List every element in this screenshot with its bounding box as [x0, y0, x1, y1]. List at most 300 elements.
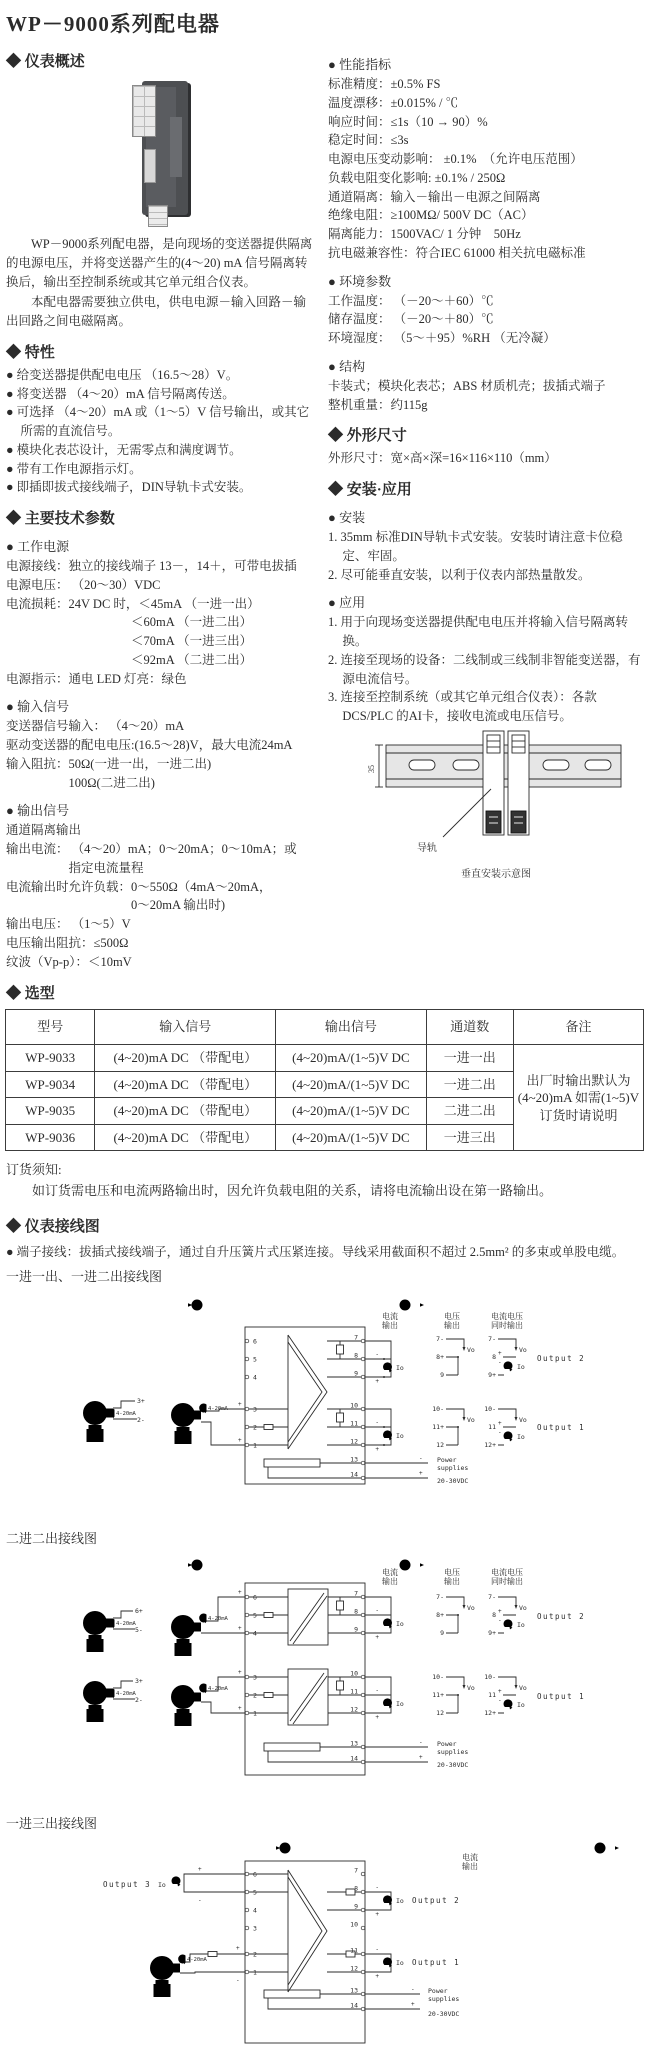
svg-text:同时输出: 同时输出: [491, 1577, 523, 1587]
svg-text:supplies: supplies: [437, 1748, 469, 1757]
two-column-area: [0, 40, 649, 972]
output-lines: [6, 821, 316, 971]
svg-text:5-: 5-: [135, 1626, 143, 1635]
svg-text:3+: 3+: [135, 1677, 143, 1686]
svg-text:电压: 电压: [444, 1312, 460, 1322]
svg-text:9+: 9+: [488, 1371, 496, 1380]
svg-text:+: +: [375, 1714, 379, 1722]
left-column: [6, 40, 316, 972]
svg-text:9: 9: [440, 1371, 444, 1380]
output-cell: (4~20)mA/(1~5)V DC: [276, 1098, 426, 1125]
svg-text:2: 2: [253, 1423, 257, 1432]
svg-text:+: +: [498, 1608, 502, 1616]
svg-text:10-: 10-: [484, 1405, 496, 1414]
dimensions-line: 外形尺寸：宽×高×深=16×116×110（mm）: [328, 451, 557, 466]
module-label-strip: [144, 149, 156, 183]
overview-paragraph-1: WP－9000系列配电器，是向现场的变送器提供隔离的电源电压，并将变送器产生的(4～20) mA 信号隔离转换后，输出至控制系统或其它单元组合仪表。: [6, 237, 313, 289]
diagram1-label: 一进一出、一进二出接线图: [6, 1269, 163, 1285]
svg-text:14: 14: [350, 1470, 358, 1479]
svg-text:+: +: [198, 1866, 202, 1874]
transmitter-1: [150, 1945, 245, 1997]
text-line: 响应时间：≤1s（10 → 90）%: [328, 114, 488, 129]
voltage-output-group-top: [436, 1593, 475, 1637]
voltage-output-group-bottom: [432, 1673, 475, 1717]
text-line: 绝缘电阻：≥100MΩ/ 500V DC（AC）: [328, 208, 534, 223]
module-side: [170, 117, 182, 177]
svg-text:输出: 输出: [382, 1577, 398, 1587]
svg-text:5: 5: [253, 1611, 257, 1620]
svg-text:11: 11: [350, 1946, 358, 1955]
svg-text:4-20mA: 4-20mA: [208, 1616, 228, 1623]
svg-text:2: 2: [253, 1691, 257, 1700]
svg-text:5: 5: [253, 1355, 257, 1364]
svg-text:+: +: [375, 1446, 379, 1454]
svg-text:-: -: [236, 1977, 240, 1985]
svg-text:8: 8: [354, 1884, 358, 1893]
svg-text:2-: 2-: [137, 1416, 145, 1425]
col-channels: 通道数: [426, 1010, 513, 1045]
text-line: 储存温度： （－20～＋80）℃: [328, 312, 494, 327]
svg-text:12: 12: [350, 1437, 358, 1446]
environment-lines: [328, 292, 643, 348]
svg-text:Vo: Vo: [467, 1604, 475, 1613]
svg-text:电流: 电流: [382, 1568, 398, 1578]
svg-text:Io: Io: [517, 1433, 525, 1442]
text-line: 电流损耗：24V DC 时，＜45mA （一进一出）: [6, 596, 260, 611]
svg-text:8: 8: [492, 1353, 496, 1362]
svg-text:3: 3: [253, 1924, 257, 1933]
feature-item: ● 给变送器提供配电电压 （16.5～28）V。: [6, 367, 239, 382]
output3-loop: [103, 1866, 245, 1904]
model-cell: WP-9036: [6, 1124, 95, 1151]
svg-text:+: +: [375, 1911, 379, 1919]
svg-text:输出: 输出: [444, 1577, 460, 1587]
svg-text:7-: 7-: [488, 1335, 496, 1344]
col-remark: 备注: [513, 1010, 643, 1045]
selection-heading: ◆ 选型: [6, 986, 55, 1003]
signal-in-icon: [181, 1300, 203, 1311]
svg-text:9: 9: [354, 1902, 358, 1911]
svg-text:Io: Io: [396, 1897, 404, 1906]
rail-dimension: [367, 745, 383, 787]
svg-text:Power: Power: [437, 1456, 457, 1465]
text-line: ＜60mA （一进二出）: [6, 615, 253, 630]
text-line: 电源电压： （20～30）VDC: [6, 577, 161, 592]
tech-heading: ◆ 主要技术参数: [6, 511, 115, 527]
svg-text:Vo: Vo: [467, 1684, 475, 1693]
svg-text:4-20mA: 4-20mA: [208, 1686, 228, 1693]
svg-text:3: 3: [253, 1405, 257, 1414]
features-heading: ◆ 特性: [6, 344, 55, 361]
svg-text:Vo: Vo: [519, 1346, 527, 1355]
overview-paragraph-2: 本配电器需要独立供电，供电电源－输入回路－输出回路之间电磁隔离。: [6, 295, 307, 328]
both-output-group-bottom: [484, 1673, 527, 1717]
svg-text:-: -: [375, 1607, 379, 1615]
left-terminals: [245, 1594, 257, 1718]
svg-text:14: 14: [350, 1754, 358, 1763]
svg-text:电流电压: 电流电压: [491, 1312, 523, 1322]
module-box: [245, 1583, 365, 1775]
din-rail-diagram: [331, 727, 641, 887]
svg-text:11: 11: [488, 1423, 496, 1432]
text-line: 温度漂移：±0.015% / ℃: [328, 95, 459, 110]
module-bottom-connector: [148, 205, 168, 227]
svg-text:11: 11: [350, 1419, 358, 1428]
svg-text:supplies: supplies: [428, 1995, 460, 2004]
dimensions-heading: ◆ 外形尺寸: [328, 428, 407, 445]
text-line: 稳定时间：≤3s: [328, 133, 409, 148]
text-line: 隔离能力：1500VAC/ 1 分钟 50Hz: [328, 227, 521, 241]
mount-item: 1. 35mm 标准DIN导轨卡式安装。安装时请注意卡位稳定、牢固。: [328, 530, 623, 563]
current-output-loop-bottom: [365, 1409, 404, 1453]
transmitter-3: [171, 1589, 245, 1656]
svg-text:4-20mA: 4-20mA: [116, 1621, 136, 1628]
svg-text:6: 6: [253, 1870, 257, 1879]
transmitter-icon: [171, 1615, 201, 1656]
svg-text:Io: Io: [396, 1959, 404, 1968]
svg-text:-: -: [198, 1897, 202, 1905]
signal-out-icon: [595, 1843, 620, 1854]
svg-text:+: +: [238, 1669, 242, 1677]
right-terminals: [350, 1590, 365, 1764]
svg-text:7-: 7-: [436, 1335, 444, 1344]
svg-text:13: 13: [350, 1455, 358, 1464]
svg-text:+: +: [238, 1705, 242, 1713]
svg-text:5: 5: [253, 1888, 257, 1897]
app-item: 2. 连接至现场的设备：二线制或三线制非智能变送器，有源电流信号。: [328, 652, 641, 686]
transmitter-1: [83, 1397, 145, 1442]
text-line: 0～20mA 输出时): [6, 898, 226, 913]
input-cell: (4~20)mA DC （带配电）: [95, 1071, 276, 1098]
svg-text:8: 8: [492, 1611, 496, 1620]
transmitter-4: [171, 1669, 245, 1726]
page-title: WP－9000系列配电器: [6, 12, 220, 36]
svg-text:11+: 11+: [432, 1691, 444, 1700]
svg-text:Io: Io: [396, 1432, 404, 1441]
svg-text:10-: 10-: [484, 1673, 496, 1682]
app-list: [328, 613, 643, 726]
svg-text:+: +: [375, 1973, 379, 1981]
voltage-output-group-bottom: [432, 1405, 475, 1449]
feature-item: ● 模块化表芯设计，无需零点和满度调节。: [6, 442, 242, 457]
svg-text:20-30VDC: 20-30VDC: [437, 1477, 469, 1486]
svg-text:-: -: [498, 1429, 502, 1437]
svg-text:12+: 12+: [484, 1441, 496, 1450]
wiring-heading: ◆ 仪表接线图: [6, 1219, 100, 1236]
svg-text:20-30VDC: 20-30VDC: [428, 2010, 460, 2019]
mount-item: 2. 尽可能垂直安装，以利于仪表内部热量散发。: [328, 567, 591, 582]
text-line: 抗电磁兼容性：符合IEC 61000 相关抗电磁标准: [328, 245, 586, 260]
svg-text:输出: 输出: [462, 1862, 478, 1872]
text-line: 变送器信号输入： （4～20）mA: [6, 719, 185, 734]
transmitter-icon: [171, 1403, 201, 1444]
features-list: [6, 366, 316, 497]
transmitter-2: [83, 1677, 143, 1722]
svg-text:4: 4: [253, 1906, 257, 1915]
svg-text:Io: Io: [517, 1621, 525, 1630]
text-line: 驱动变送器的配电电压:(16.5～28)V，最大电流24mA: [6, 738, 293, 752]
table-header-row: [6, 1010, 644, 1045]
svg-text:7-: 7-: [488, 1593, 496, 1602]
table-row: [6, 1045, 644, 1072]
remark-cell: 出厂时输出默认为(4~20)mA 如需(1~5)V订货时请说明: [513, 1045, 643, 1151]
svg-text:Power: Power: [428, 1987, 448, 1996]
svg-text:7: 7: [354, 1589, 358, 1598]
module-box: [245, 1327, 365, 1484]
text-line: 纹波（Vp-p）：＜10mV: [6, 954, 132, 969]
svg-text:-: -: [375, 1419, 379, 1427]
signal-out-icon: [400, 1560, 425, 1571]
svg-text:4-20mA: 4-20mA: [208, 1406, 228, 1413]
svg-text:+: +: [238, 1437, 242, 1445]
col-input: 输入信号: [95, 1010, 276, 1045]
output2-label: Output 2: [537, 1612, 586, 1622]
svg-text:8+: 8+: [436, 1353, 444, 1362]
svg-text:-: -: [419, 1455, 423, 1463]
performance-sub-heading: ● 性能指标: [328, 57, 392, 72]
model-cell: WP-9035: [6, 1098, 95, 1125]
svg-text:+: +: [375, 1378, 379, 1386]
svg-text:-: -: [498, 1359, 502, 1367]
mount-list: [328, 528, 643, 584]
both-output-group-top: [488, 1335, 527, 1379]
svg-text:10-: 10-: [432, 1673, 444, 1682]
svg-text:10: 10: [350, 1401, 358, 1410]
signal-out-icon: [400, 1300, 425, 1311]
text-line: ＜70mA （一进三出）: [6, 634, 253, 648]
svg-text:11: 11: [350, 1687, 358, 1696]
svg-text:13: 13: [350, 1739, 358, 1748]
svg-text:7-: 7-: [436, 1593, 444, 1602]
text-line: 电源指示：通电 LED 灯亮：绿色: [6, 671, 187, 686]
svg-text:12: 12: [350, 1705, 358, 1714]
svg-text:+: +: [419, 1470, 423, 1478]
terminal-note: ● 端子接线：拔插式接线端子，通过自升压簧片式压紧连接。导线采用截面积不超过 2.5mm² 的多束或单股电缆。: [6, 1245, 625, 1260]
text-line: 电源电压变动影响： ±0.1% （允许电压范围）: [328, 152, 583, 166]
diagram2-label: 二进二出接线图: [6, 1531, 98, 1547]
col-output: 输出信号: [276, 1010, 426, 1045]
text-line: 输出电压： （1～5）V: [6, 917, 131, 931]
svg-text:+: +: [375, 1634, 379, 1642]
svg-text:4-20mA: 4-20mA: [187, 1957, 207, 1964]
left-terminals: [245, 1871, 257, 1977]
input-lines: [6, 717, 316, 792]
output2-label: Output 2: [537, 1354, 586, 1364]
svg-text:10-: 10-: [432, 1405, 444, 1414]
structure-lines: [328, 377, 643, 415]
svg-text:9: 9: [354, 1625, 358, 1634]
svg-text:1: 1: [253, 1709, 257, 1718]
power-supply-wires: [365, 1739, 468, 1769]
both-output-group-bottom: [484, 1405, 527, 1449]
right-terminals: [350, 1334, 365, 1480]
svg-text:4-20mA: 4-20mA: [116, 1411, 136, 1418]
svg-text:电流: 电流: [462, 1853, 478, 1863]
svg-text:9: 9: [440, 1629, 444, 1638]
output-cell: (4~20)mA/(1~5)V DC: [276, 1124, 426, 1151]
text-line: 环境湿度： （5～＋95）%RH （无冷凝）: [328, 331, 556, 345]
environment-sub-heading: ● 环境参数: [328, 273, 392, 289]
text-line: 电压输出阻抗：≤500Ω: [6, 935, 129, 950]
input-cell: (4~20)mA DC （带配电）: [95, 1124, 276, 1151]
power-lines: [6, 557, 316, 688]
svg-text:+: +: [238, 1401, 242, 1409]
svg-text:8: 8: [354, 1607, 358, 1616]
svg-text:输出: 输出: [382, 1321, 398, 1331]
app-sub-heading: ● 应用: [328, 595, 366, 611]
text-line: 输入阻抗：50Ω(一进一出，一进二出): [6, 756, 212, 771]
svg-text:+: +: [236, 1945, 240, 1953]
column-headers: [382, 1311, 523, 1330]
svg-text:+: +: [411, 2001, 415, 2009]
svg-text:-: -: [419, 1739, 423, 1747]
svg-text:电流电压: 电流电压: [491, 1568, 523, 1578]
structure-sub-heading: ● 结构: [328, 358, 366, 374]
left-terminals: [245, 1338, 257, 1450]
transmitter-icon: [83, 1681, 113, 1722]
svg-text:+: +: [498, 1688, 502, 1696]
svg-text:-: -: [375, 1884, 379, 1892]
text-line: 电源接线：独立的接线端子 13－，14＋，可带电拔插: [6, 559, 297, 573]
svg-text:13: 13: [350, 1986, 358, 1995]
diagram3-label: 一进三出接线图: [6, 1816, 98, 1832]
svg-text:7: 7: [354, 1866, 358, 1875]
order-note-text: 如订货需电压和电流两路输出时，因允许负载电阻的关系，请将电流输出设在第一路输出。: [32, 1183, 553, 1199]
svg-text:Vo: Vo: [467, 1346, 475, 1355]
svg-text:+: +: [498, 1420, 502, 1428]
rail-label: 导轨: [416, 842, 437, 854]
svg-text:同时输出: 同时输出: [491, 1321, 523, 1331]
selection-table: [5, 1009, 644, 1151]
input-cell: (4~20)mA DC （带配电）: [95, 1045, 276, 1072]
svg-text:Vo: Vo: [519, 1604, 527, 1613]
svg-text:Io: Io: [396, 1364, 404, 1373]
svg-text:电流: 电流: [382, 1312, 398, 1322]
svg-text:-: -: [498, 1697, 502, 1705]
svg-text:输出: 输出: [444, 1321, 460, 1331]
right-column: [328, 40, 643, 972]
current-output-loop-top: [365, 1597, 404, 1641]
text-line: 工作温度： （－20～＋60）℃: [328, 293, 494, 308]
order-note-label: 订货须知:: [6, 1162, 62, 1178]
svg-text:3: 3: [253, 1673, 257, 1682]
svg-text:4: 4: [253, 1373, 257, 1382]
text-line: 负载电阻变化影响: ±0.1% / 250Ω: [328, 170, 506, 185]
wiring-diagram-3: [0, 1836, 649, 2064]
transmitter-1: [83, 1607, 143, 1652]
transmitter-icon: [83, 1611, 113, 1652]
install-heading: ◆ 安装·应用: [328, 482, 412, 498]
svg-text:+: +: [498, 1350, 502, 1358]
text-line: 通道隔离输出: [6, 823, 82, 838]
current-output-loop-top: [365, 1341, 404, 1385]
svg-text:+: +: [238, 1589, 242, 1597]
svg-text:12: 12: [436, 1441, 444, 1450]
text-line: 输出电流： （4～20）mA；0～20mA；0～10mA；或: [6, 842, 297, 856]
svg-text:11: 11: [488, 1691, 496, 1700]
svg-text:7: 7: [354, 1333, 358, 1342]
overview-heading: ◆ 仪表概述: [6, 54, 85, 70]
text-line: 指定电流量程: [6, 860, 144, 875]
svg-text:4: 4: [253, 1629, 257, 1638]
transmitter-icon: [150, 1956, 180, 1997]
output1-label: Output 1: [412, 1958, 461, 1968]
feature-item: ● 可选择 （4～20）mA 或（1～5）V 信号输出，或其它所需的直流信号。: [6, 405, 310, 438]
din-caption: 垂直安装示意图: [460, 868, 531, 880]
svg-text:Io: Io: [396, 1700, 404, 1709]
svg-text:+: +: [419, 1754, 423, 1762]
svg-text:Io: Io: [517, 1701, 525, 1710]
text-line: 电流输出时允许负载：0～550Ω（4mA～20mA，: [6, 879, 272, 894]
power-sub-heading: ● 工作电源: [6, 539, 70, 554]
channels-cell: 一进二出: [426, 1071, 513, 1098]
svg-text:12: 12: [436, 1709, 444, 1718]
output1-label: Output 1: [537, 1692, 586, 1702]
transmitter-2: [171, 1401, 245, 1445]
transmitter-icon: [83, 1401, 113, 1442]
svg-text:10: 10: [350, 1669, 358, 1678]
svg-text:6: 6: [253, 1337, 257, 1346]
current-output-loop-bottom: [365, 1677, 404, 1721]
svg-text:-: -: [375, 1946, 379, 1954]
svg-text:11+: 11+: [432, 1423, 444, 1432]
transmitter-icon: [171, 1685, 201, 1726]
output2-label: Output 2: [412, 1896, 461, 1906]
input-sub-heading: ● 输入信号: [6, 699, 70, 715]
current-output-loop-top: [365, 1884, 460, 1918]
svg-text:8: 8: [354, 1351, 358, 1360]
svg-text:Vo: Vo: [467, 1416, 475, 1425]
svg-text:20-30VDC: 20-30VDC: [437, 1761, 469, 1770]
right-terminals: [350, 1867, 365, 2011]
svg-text:6: 6: [253, 1593, 257, 1602]
svg-text:9+: 9+: [488, 1629, 496, 1638]
svg-text:3+: 3+: [137, 1397, 145, 1406]
svg-text:Io: Io: [517, 1363, 525, 1372]
current-output-loop-bottom: [365, 1946, 460, 1980]
module-box: [245, 1861, 365, 2043]
performance-lines: [328, 75, 643, 263]
svg-text:6+: 6+: [135, 1607, 143, 1616]
input-cell: (4~20)mA DC （带配电）: [95, 1098, 276, 1125]
power-supply-wires: [365, 1455, 468, 1485]
mount-sub-heading: ● 安装: [328, 510, 366, 525]
svg-text:9: 9: [354, 1369, 358, 1378]
col-model: 型号: [6, 1010, 95, 1045]
output-cell: (4~20)mA/(1~5)V DC: [276, 1071, 426, 1098]
svg-text:2-: 2-: [135, 1696, 143, 1705]
svg-text:Io: Io: [396, 1620, 404, 1629]
svg-text:-: -: [411, 1986, 415, 1994]
channels-cell: 一进一出: [426, 1045, 513, 1072]
app-item: 1. 用于向现场变送器提供配电电压并将输入信号隔离转换。: [328, 615, 629, 648]
column-headers: [462, 1852, 478, 1871]
app-item: 3. 连接至控制系统（或其它单元组合仪表）：各款 DCS/PLC 的AI卡，接收电流或电压信号。: [328, 690, 600, 723]
svg-text:12+: 12+: [484, 1709, 496, 1718]
svg-text:8+: 8+: [436, 1611, 444, 1620]
signal-in-icon: [181, 1560, 203, 1571]
svg-text:-: -: [498, 1617, 502, 1625]
product-photo: [86, 77, 236, 227]
svg-text:14: 14: [350, 2001, 358, 2010]
svg-text:-: -: [375, 1687, 379, 1695]
svg-text:Power: Power: [437, 1740, 457, 1749]
svg-text:+: +: [238, 1625, 242, 1633]
wiring-diagram-1: [0, 1289, 649, 1524]
channels-cell: 二进二出: [426, 1098, 513, 1125]
voltage-output-group-top: [436, 1335, 475, 1379]
both-output-group-top: [488, 1593, 527, 1637]
